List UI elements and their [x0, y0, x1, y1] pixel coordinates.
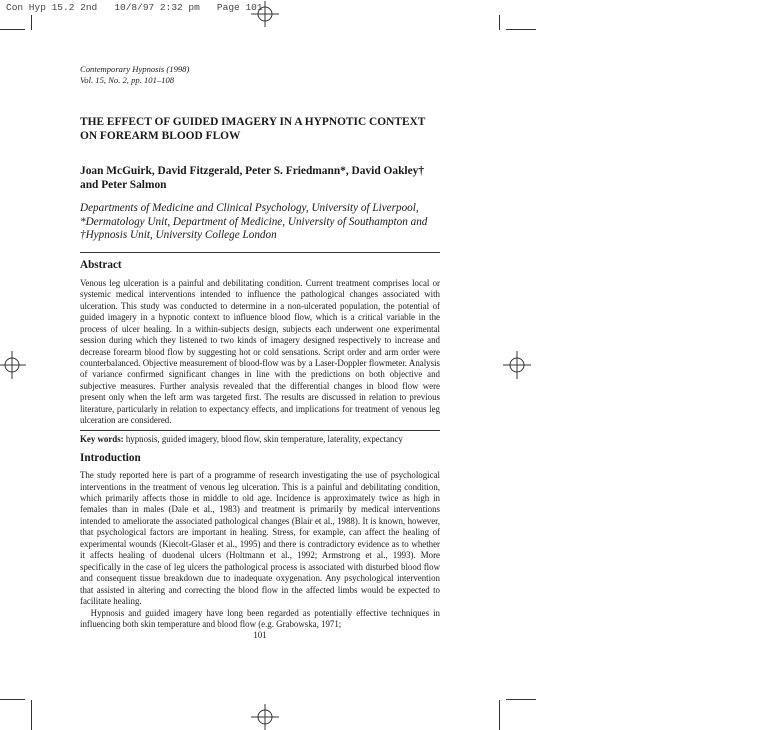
introduction-heading: Introduction [80, 452, 141, 465]
introduction-paragraph-1: The study reported here is part of a programme of research investigating the use of psychological interventions in the treatment of venous leg ulceration. This is a painful and debilitating condition, which primarily affects those in middle to old age. Incidence is approximately twice as high in females than in males (Dale et al., 1983) and treatment is primarily by medical interventions intended to ameliorate the associated pathological changes (Blair et al., 1988). It is known, however, that psychological factors are important in healing. Stress, for example, can affect the healing of experimental wounds (Kiecolt-Glaser et al., 1995) and there is contradictory evidence as to whether it affects healing of duodenal ulcers (Holtmann et al., 1992; Armstrong et al., 1993). More specifically in the case of leg ulcers the pathological process is associated with disturbed blood flow and consequent tissue breakdown due to inadequate oxygenation. Any psychological intervention that assisted in altering and correcting the blood flow in the affected limbs would be expected to facilitate healing. [80, 470, 440, 607]
article-column [80, 64, 440, 641]
affiliations: Departments of Medicine and Clinical Psychology, University of Liverpool, *Dermatology Unit, Department of Medicine, University of Southampton and †Hypnosis Unit, University College London [80, 202, 428, 242]
introduction-body [80, 470, 440, 630]
author-list: Joan McGuirk, David Fitzgerald, Peter S. Friedmann*, David Oakley† and Peter Salmon [80, 165, 425, 191]
journal-citation [80, 64, 440, 86]
introduction-paragraph-2: Hypnosis and guided imagery have long been regarded as potentially effective techniques in influencing both skin temperature and blood flow (e.g. Grabowska, 1971; [80, 607, 440, 630]
abstract-text: Venous leg ulceration is a painful and debilitating condition. Current treatment comprises local or systemic medical interventions intended to influence the pathological changes associated with ulceration. This study was conducted to determine in a non-ulcerated population, the potential of guided imagery in a hypnotic context to influence blood flow, which is a critical variable in the process of ulcer healing. In a within-subjects design, subjects each underwent one experimental session during which they listened to two kinds of imagery designed respectively to increase and decrease forearm blood flow by suggesting hot or cold sensations. Script order and arm order were counterbalanced. Objective measurement of blood-flow was by a Laser-Doppler flowmeter. Analysis of variance confirmed significant changes in line with the predictions on both objective and subjective measures. Further analysis revealed that the differential changes in blood flow were present only when the left arm was targeted first. The results are discussed in relation to previous literature, particularly in relation to expectancy effects, and implications for treatment of venous leg ulceration are considered. [80, 277, 440, 426]
article-title: THE EFFECT OF GUIDED IMAGERY IN A HYPNOTIC CONTEXT ON FOREARM BLOOD FLOW [80, 116, 426, 142]
crop-mark-bottom-left-vertical [31, 700, 32, 730]
crop-mark-bottom-left-horizontal [0, 699, 25, 700]
registration-mark-top [251, 1, 279, 27]
keywords-label: Key words: [80, 433, 124, 444]
keywords [80, 434, 440, 445]
registration-mark-bottom [251, 704, 279, 730]
crop-mark-top-left-horizontal [0, 29, 25, 30]
journal-name: Contemporary Hypnosis (1998) [80, 64, 190, 74]
print-slug: Con Hyp 15.2 2nd 10/8/97 2:32 pm Page 101 [6, 2, 263, 13]
crop-mark-bottom-right-horizontal [506, 699, 536, 700]
registration-mark-left [0, 351, 26, 379]
crop-mark-top-right-horizontal [506, 29, 536, 30]
abstract-heading: Abstract [80, 258, 122, 271]
keywords-list: hypnosis, guided imagery, blood flow, skin temperature, laterality, expectancy [125, 433, 403, 444]
abstract-top-rule [80, 252, 440, 253]
registration-mark-right [503, 351, 531, 379]
page-number: 101 [253, 630, 267, 641]
crop-mark-top-right-vertical [499, 15, 500, 30]
crop-mark-top-left-vertical [31, 15, 32, 30]
abstract-bottom-rule [80, 430, 440, 431]
crop-mark-bottom-right-vertical [499, 700, 500, 730]
journal-volume: Vol. 15, No. 2, pp. 101–108 [80, 75, 175, 85]
